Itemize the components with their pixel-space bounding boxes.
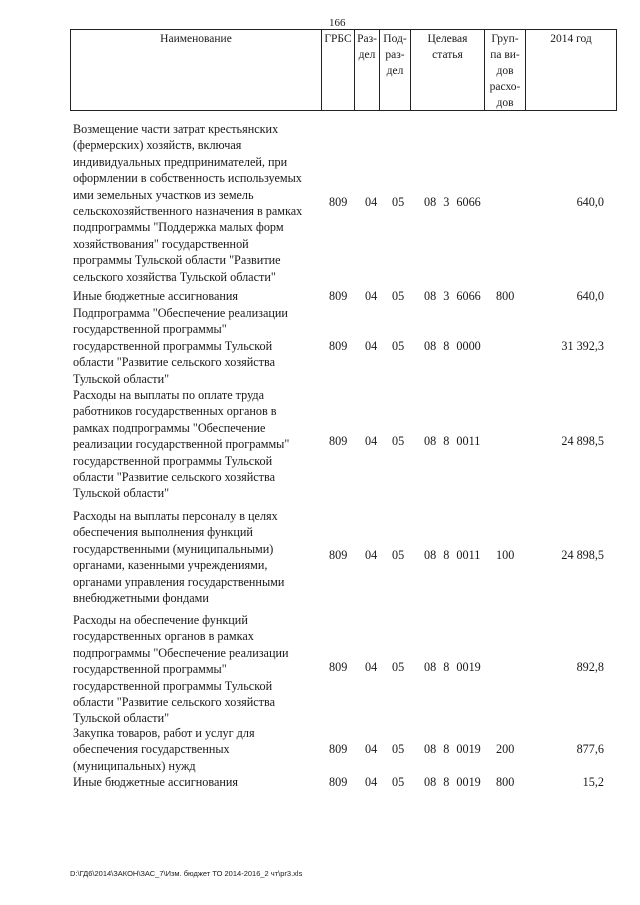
- row-expense-group: 200: [496, 742, 515, 756]
- row-razdel: 04: [365, 434, 378, 448]
- row-grbs: 809: [329, 339, 348, 353]
- row-target-article: 08 8 0000: [424, 339, 481, 353]
- row-razdel: 04: [365, 660, 378, 674]
- row-grbs: 809: [329, 660, 348, 674]
- row-expense-group: 800: [496, 775, 515, 789]
- row-target-article: 08 3 6066: [424, 289, 481, 303]
- header-podrazdel: Под- раз- дел: [379, 30, 410, 111]
- row-target-article: 08 8 0019: [424, 775, 481, 789]
- header-razdel: Раз- дел: [354, 30, 379, 111]
- row-target-article: 08 8 0019: [424, 742, 481, 756]
- row-grbs: 809: [329, 434, 348, 448]
- row-expense-group: 800: [496, 289, 515, 303]
- row-grbs: 809: [329, 289, 348, 303]
- row-amount: 877,6: [576, 742, 604, 756]
- row-name: Подпрограмма "Обеспечение реализации государственной программы" государственной программы Тульской области "Развитие сельского хозяйства Тульской области": [73, 306, 288, 386]
- row-podrazdel: 05: [392, 289, 405, 303]
- row-amount: 892,8: [576, 660, 604, 674]
- row-razdel: 04: [365, 548, 378, 562]
- header-expense-group: Груп- па ви- дов расхо- дов: [484, 30, 525, 111]
- row-razdel: 04: [365, 289, 378, 303]
- row-target-article: 08 8 0011: [424, 434, 481, 448]
- row-podrazdel: 05: [392, 742, 405, 756]
- row-grbs: 809: [329, 548, 348, 562]
- row-amount: 640,0: [576, 289, 604, 303]
- row-target-article: 08 3 6066: [424, 195, 481, 209]
- row-razdel: 04: [365, 742, 378, 756]
- row-expense-group: 100: [496, 548, 515, 562]
- page-number: 166: [329, 17, 346, 29]
- row-podrazdel: 05: [392, 434, 405, 448]
- header-name: Наименование: [160, 33, 232, 45]
- file-path-footer: D:\ГД6\2014\ЗАКОН\ЗАС_7\Изм. бюджет ТО 2014-2016_2 чт\pr3.xls: [70, 869, 303, 878]
- row-name: Иные бюджетные ассигнования: [73, 775, 239, 789]
- row-name: Расходы на выплаты по оплате труда работников государственных органов в рамках подпрограммы "Обеспечение реализации государственной программы" государственной программы Тульской области "Развитие сельского хозяйства Тульской области": [73, 388, 290, 501]
- row-grbs: 809: [329, 195, 348, 209]
- row-podrazdel: 05: [392, 548, 405, 562]
- row-target-article: 08 8 0011: [424, 548, 481, 562]
- row-grbs: 809: [329, 775, 348, 789]
- row-podrazdel: 05: [392, 195, 405, 209]
- header-target-article: Целевая статья: [410, 30, 484, 111]
- row-amount: 24 898,5: [561, 434, 604, 448]
- row-grbs: 809: [329, 742, 348, 756]
- header-grbs: ГРБС: [321, 30, 354, 111]
- row-podrazdel: 05: [392, 775, 405, 789]
- row-podrazdel: 05: [392, 339, 405, 353]
- row-amount: 24 898,5: [561, 548, 604, 562]
- row-name: Иные бюджетные ассигнования: [73, 289, 239, 303]
- row-amount: 31 392,3: [561, 339, 604, 353]
- row-name: Расходы на обеспечение функций государственных органов в рамках подпрограммы "Обеспечение реализации государственной программы" государственной программы Тульской области "Развитие сельского хозяйства Тульской области": [73, 613, 289, 726]
- row-name: Расходы на выплаты персоналу в целях обеспечения выполнения функций государственными (муниципальными) органами, казенными учреждениями, органами управления государственными внебюджетными фондами: [73, 509, 285, 606]
- header-year-2014: 2014 год: [525, 30, 616, 111]
- row-amount: 15,2: [582, 775, 604, 789]
- row-name: Закупка товаров, работ и услуг для обеспечения государственных (муниципальных) нужд: [73, 726, 255, 773]
- table-header: [70, 29, 617, 111]
- row-razdel: 04: [365, 775, 378, 789]
- row-target-article: 08 8 0019: [424, 660, 481, 674]
- row-razdel: 04: [365, 195, 378, 209]
- row-podrazdel: 05: [392, 660, 405, 674]
- row-razdel: 04: [365, 339, 378, 353]
- row-amount: 640,0: [576, 195, 604, 209]
- row-name: Возмещение части затрат крестьянских (фермерских) хозяйств, включая индивидуальных предпринимателей, при оформлении в собственность используемых ими земельных участков из земель сельскохозяйственного назначения в рамках подпрограммы "Поддержка малых форм хозяйствования" государственной программы Тульской области "Развитие сельского хозяйства Тульской области": [73, 122, 303, 284]
